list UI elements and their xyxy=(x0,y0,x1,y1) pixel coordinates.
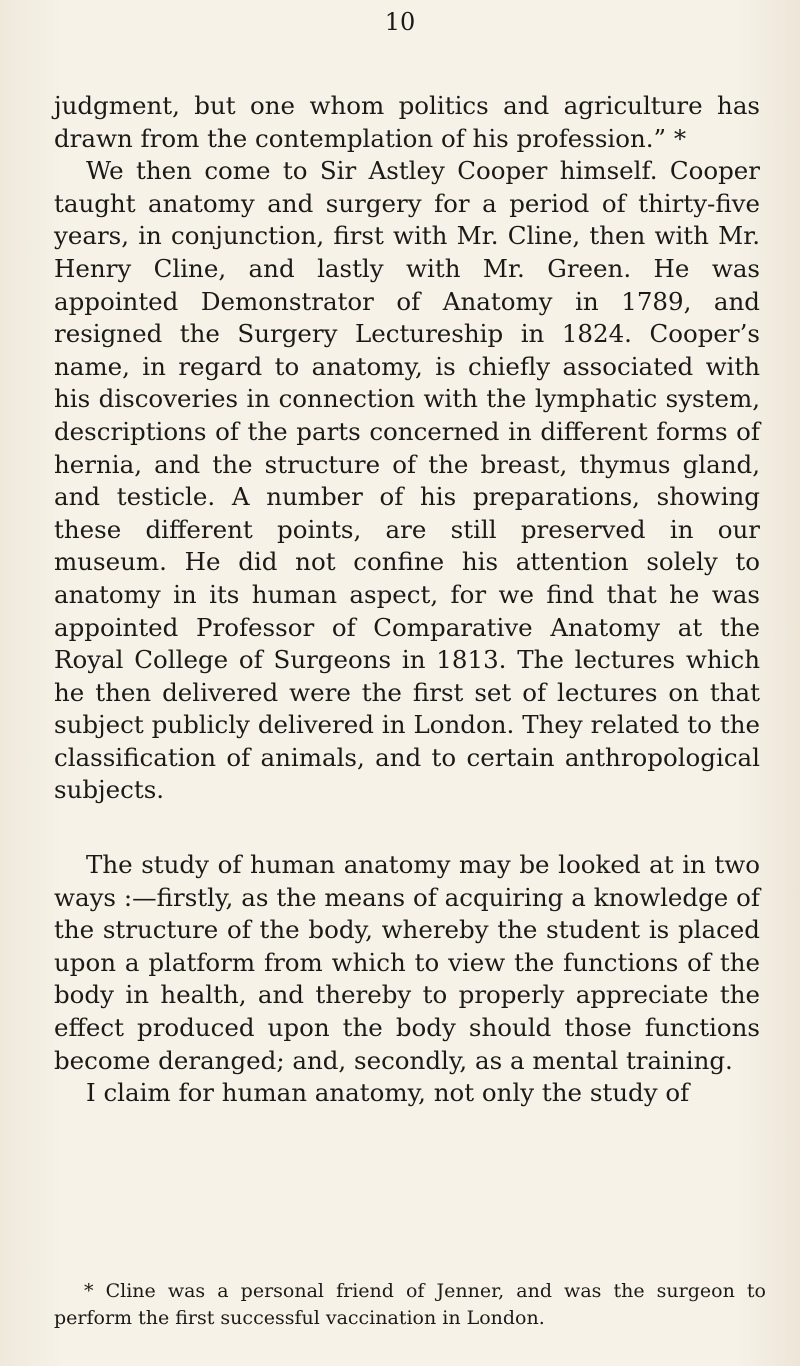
paragraph-astley-cooper: We then come to Sir Astley Cooper himself. Cooper taught anatomy and surgery for a period of thirty-five years, in conjunction, first with Mr. Cline, then with Mr. Henry Cline, and lastly with Mr. Green. He was appointed Demonstrator of Anatomy in 1789, and resigned the Surgery Lectureship in 1824. Cooper’s name, in regard to anatomy, is chiefly associated with his discoveries in connection with the lymphatic system, descriptions of the parts concerned in different forms of hernia, and the structure of the breast, thymus gland, and testicle. A number of his preparations, showing these different points, are still preserved in our museum. He did not confine his attention solely to anatomy in its human aspect, for we find that he was appointed Professor of Comparative Anatomy at the Royal College of Surgeons in 1813. The lectures which he then delivered were the first set of lectures on that subject publicly delivered in London. They related to the classification of animals, and to certain anthropological subjects. xyxy=(54,156,760,805)
page-number: 10 xyxy=(384,8,416,36)
footnote xyxy=(54,1278,766,1332)
paragraph-claim: I claim for human anatomy, not only the study of xyxy=(86,1078,690,1108)
paragraph-study-of-anatomy: The study of human anatomy may be looked at in two ways :—firstly, as the means of acquiring a knowledge of the structure of the body, whereby the student is placed upon a platform from which to view the functions of the body in health, and thereby to properly appreciate the effect produced upon the body should those functions become deranged; and, secondly, as a mental training. xyxy=(54,850,760,1075)
paragraph-continued: judgment, but one whom politics and agriculture has drawn from the contemplation of his profession.” * xyxy=(54,91,760,153)
footnote-text: * Cline was a personal friend of Jenner, and was the surgeon to perform the first successful vaccination in London. xyxy=(54,1280,766,1329)
body-text xyxy=(54,90,760,1110)
paragraph-gap xyxy=(54,807,760,849)
